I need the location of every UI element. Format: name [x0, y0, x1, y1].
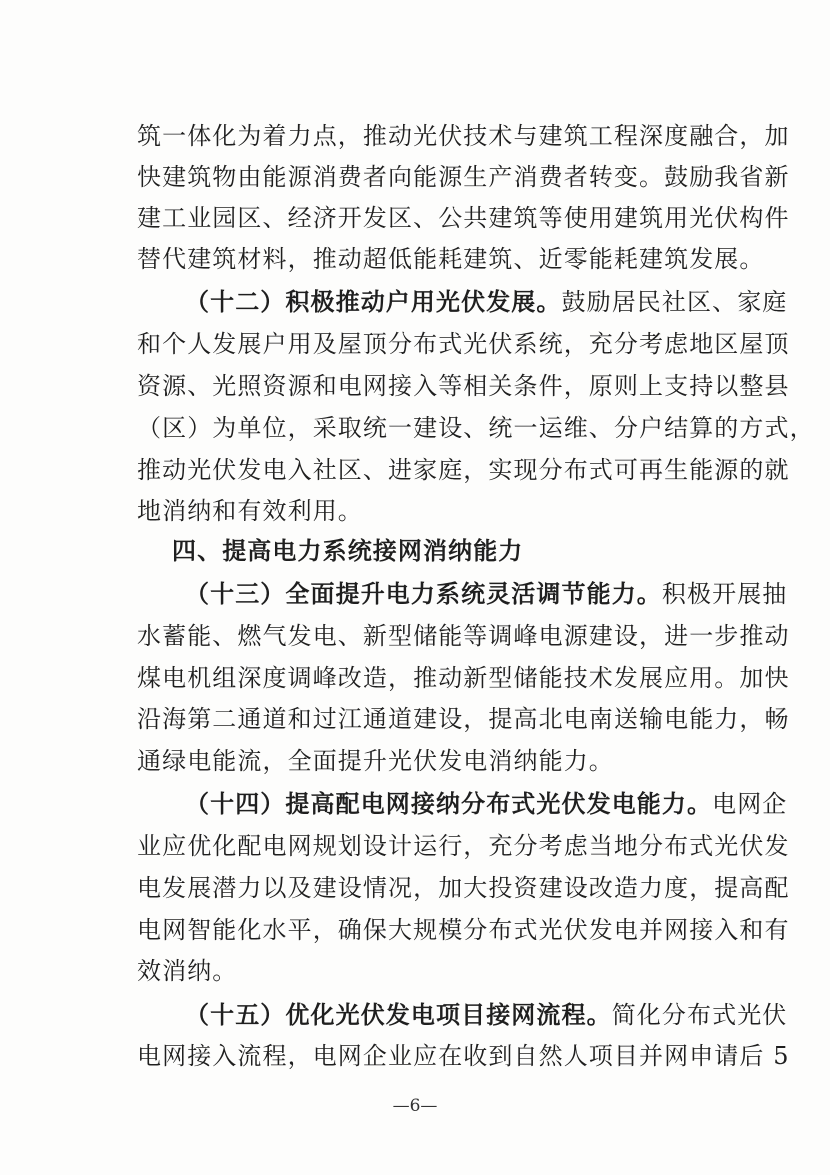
section-15-title: （十五）优化光伏发电项目接网流程。 [185, 1000, 612, 1029]
body-line: 替代建筑材料，推动超低能耗建筑、近零能耗建筑发展。 [137, 245, 765, 273]
body-line: 煤电机组深度调峰改造，推动新型储能技术发展应用。加快 [137, 664, 790, 692]
section-12-first-line-text: 鼓励居民社区、家庭 [561, 288, 788, 316]
section-13-title: （十三）全面提升电力系统灵活调节能力。 [185, 579, 662, 608]
body-line: 推动光伏发电入社区、进家庭，实现分布式可再生能源的就 [137, 456, 790, 484]
section-14-first-line [185, 784, 788, 824]
section-14-title: （十四）提高配电网接纳分布式光伏发电能力。 [185, 789, 713, 818]
body-line: 效消纳。 [137, 957, 238, 985]
section-14-first-line-text: 电网企 [712, 790, 788, 818]
body-line: 地消纳和有效利用。 [137, 497, 363, 525]
body-line: 水蓄能、燃气发电、新型储能等调峰电源建设，进一步推动 [137, 622, 790, 650]
body-line: 通绿电能流，全面提升光伏发电消纳能力。 [137, 747, 614, 775]
body-line: 电网智能化水平，确保大规模分布式光伏发电并网接入和有 [137, 916, 790, 944]
page-number: —6— [392, 1096, 438, 1116]
body-line: 快建筑物由能源消费者向能源生产消费者转变。鼓励我省新 [137, 163, 790, 191]
body-line: 和个人发展户用及屋顶分布式光伏系统，充分考虑地区屋顶 [137, 330, 790, 358]
body-line: 沿海第二通道和过江通道建设，提高北电南送输电能力，畅 [137, 705, 790, 733]
section-15-first-line-text: 简化分布式光伏 [611, 1001, 788, 1029]
section-13-first-line-text: 积极开展抽 [661, 580, 788, 608]
section-12-title: （十二）积极推动户用光伏发展。 [185, 287, 562, 316]
body-line: 资源、光照资源和电网接入等相关条件，原则上支持以整县 [137, 372, 790, 400]
section-12-first-line [185, 282, 788, 322]
body-line: 电网接入流程，电网企业应在收到自然人项目并网申请后 5 [137, 1042, 790, 1070]
section-15-first-line [185, 995, 788, 1035]
section-13-first-line [185, 574, 788, 614]
body-line: 电发展潜力以及建设情况，加大投资建设改造力度，提高配 [137, 874, 790, 902]
section-heading: 四、提高电力系统接网消纳能力 [172, 536, 524, 565]
body-line: （区）为单位，采取统一建设、统一运维、分户结算的方式， [137, 414, 815, 442]
body-line: 业应优化配电网规划设计运行，充分考虑当地分布式光伏发 [137, 832, 790, 860]
body-line: 筑一体化为着力点，推动光伏技术与建筑工程深度融合，加 [137, 122, 790, 150]
body-line: 建工业园区、经济开发区、公共建筑等使用建筑用光伏构件 [137, 204, 790, 232]
